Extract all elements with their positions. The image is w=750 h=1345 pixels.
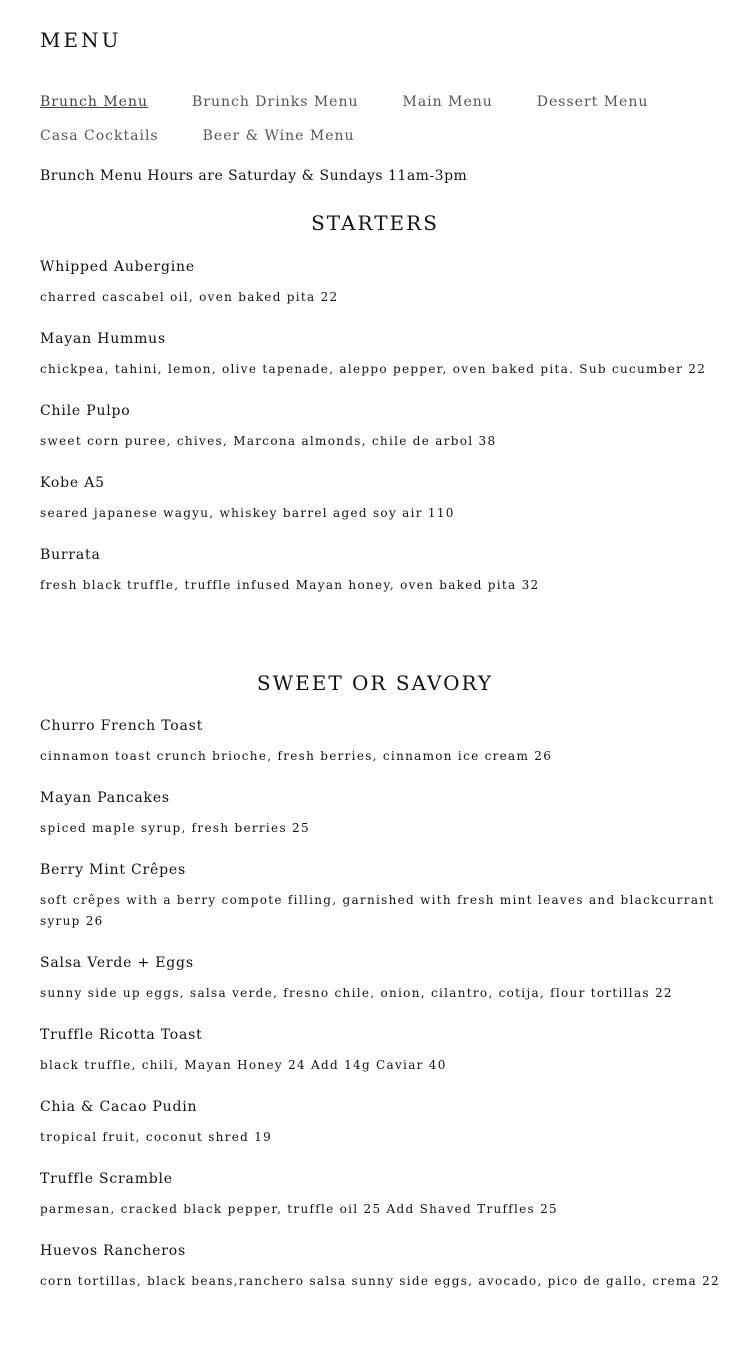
tab-casa-cocktails[interactable]: Casa Cocktails bbox=[40, 128, 159, 144]
item-name: Chia & Cacao Pudin bbox=[40, 1099, 198, 1115]
menu-item bbox=[40, 1098, 730, 1148]
menu-item bbox=[40, 789, 730, 839]
menu-item bbox=[40, 1242, 730, 1292]
item-name: Truffle Scramble bbox=[40, 1171, 173, 1187]
tab-brunch-drinks-menu[interactable]: Brunch Drinks Menu bbox=[191, 94, 359, 110]
menu-item bbox=[40, 330, 730, 380]
item-description: sunny side up eggs, salsa verde, fresno chile, onion, cilantro, cotija, flour tortillas 22 bbox=[40, 986, 673, 1000]
item-name: Churro French Toast bbox=[40, 718, 204, 734]
item-name: Salsa Verde + Eggs bbox=[40, 955, 194, 971]
menu-item bbox=[40, 1170, 730, 1220]
page-title: MENU bbox=[40, 28, 122, 52]
tab-main-menu[interactable]: Main Menu bbox=[402, 94, 493, 110]
starters-list bbox=[40, 258, 730, 618]
tab-dessert-menu[interactable]: Dessert Menu bbox=[536, 94, 649, 110]
item-name: Kobe A5 bbox=[40, 475, 105, 491]
item-description: chickpea, tahini, lemon, olive tapenade, aleppo pepper, oven baked pita. Sub cucumber 22 bbox=[40, 362, 707, 376]
item-description: spiced maple syrup, fresh berries 25 bbox=[40, 821, 310, 835]
sweet-or-savory-list bbox=[40, 717, 730, 1314]
item-description: corn tortillas, black beans,ranchero salsa sunny side eggs, avocado, pico de gallo, crema 22 bbox=[40, 1274, 720, 1288]
menu-item bbox=[40, 717, 730, 767]
hours-note: Brunch Menu Hours are Saturday & Sundays 11am-3pm bbox=[40, 168, 468, 184]
item-name: Berry Mint Crêpes bbox=[40, 862, 186, 878]
item-description: seared japanese wagyu, whiskey barrel aged soy air 110 bbox=[40, 506, 455, 520]
menu-tabs bbox=[40, 94, 740, 162]
section-heading-sweet-or-savory: SWEET OR SAVORY bbox=[256, 671, 494, 695]
menu-item bbox=[40, 402, 730, 452]
item-description: soft crêpes with a berry compote filling, garnished with fresh mint leaves and blackcurrant syrup 26 bbox=[40, 893, 715, 928]
item-description: fresh black truffle, truffle infused Mayan honey, oven baked pita 32 bbox=[40, 578, 540, 592]
item-name: Huevos Rancheros bbox=[40, 1243, 186, 1259]
item-name: Mayan Hummus bbox=[40, 331, 166, 347]
menu-item bbox=[40, 861, 730, 932]
item-description: charred cascabel oil, oven baked pita 22 bbox=[40, 290, 339, 304]
item-name: Chile Pulpo bbox=[40, 403, 131, 419]
item-description: parmesan, cracked black pepper, truffle oil 25 Add Shaved Truffles 25 bbox=[40, 1202, 558, 1216]
menu-item bbox=[40, 1026, 730, 1076]
tab-beer-wine-menu[interactable]: Beer & Wine Menu bbox=[202, 128, 355, 144]
item-name: Burrata bbox=[40, 547, 101, 563]
menu-item bbox=[40, 954, 730, 1004]
item-description: black truffle, chili, Mayan Honey 24 Add 14g Caviar 40 bbox=[40, 1058, 447, 1072]
menu-item bbox=[40, 474, 730, 524]
item-name: Whipped Aubergine bbox=[40, 259, 195, 275]
item-description: tropical fruit, coconut shred 19 bbox=[40, 1130, 273, 1144]
section-heading-starters: STARTERS bbox=[311, 211, 439, 235]
item-name: Mayan Pancakes bbox=[40, 790, 170, 806]
item-description: cinnamon toast crunch brioche, fresh berries, cinnamon ice cream 26 bbox=[40, 749, 553, 763]
tab-brunch-menu[interactable]: Brunch Menu bbox=[40, 94, 148, 110]
item-description: sweet corn puree, chives, Marcona almonds, chile de arbol 38 bbox=[40, 434, 497, 448]
menu-item bbox=[40, 546, 730, 596]
menu-item bbox=[40, 258, 730, 308]
item-name: Truffle Ricotta Toast bbox=[40, 1027, 203, 1043]
